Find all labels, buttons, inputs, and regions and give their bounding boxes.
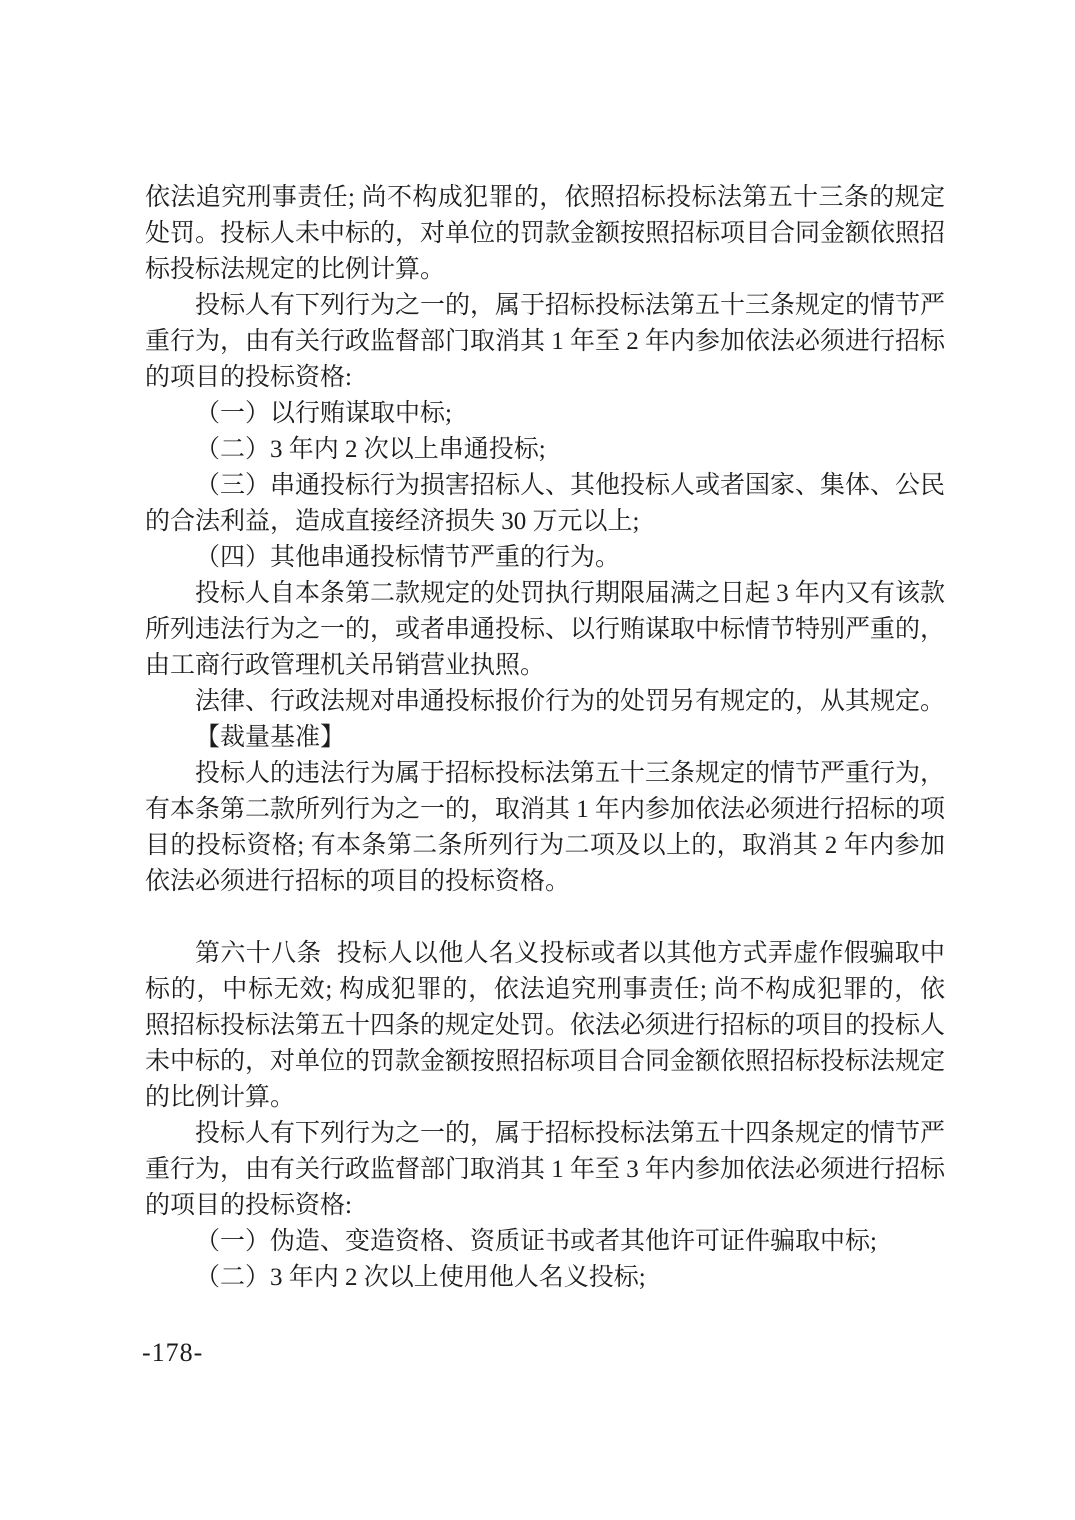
list-item: （一）以行贿谋取中标; [195, 400, 452, 427]
body-paragraph: 投标人有下列行为之一的，属于招标投标法第五十三条规定的情节严重行为，由有关行政监督部门取消其 1 年至 2 年内参加依法必须进行招标的项目的投标资格: [145, 292, 946, 391]
body-paragraph: 投标人的违法行为属于招标投标法第五十三条规定的情节严重行为，有本条第二款所列行为之一的，取消其 1 年内参加依法必须进行招标的项目的投标资格; 有本条第二条所列行为二项及以上的，取消其 2 年内参加依法必须进行招标的项目的投标资格。 [145, 760, 946, 895]
body-paragraph-continuation: 依法追究刑事责任; 尚不构成犯罪的，依照招标投标法第五十三条的规定处罚。投标人未中标的，对单位的罚款金额按照招标项目合同金额依照招标投标法规定的比例计算。 [145, 184, 946, 283]
body-paragraph: 投标人有下列行为之一的，属于招标投标法第五十四条规定的情节严重行为，由有关行政监督部门取消其 1 年至 3 年内参加依法必须进行招标的项目的投标资格: [145, 1120, 946, 1219]
page-number: -178- [142, 1338, 204, 1367]
bracket-heading: 【裁量基准】 [195, 724, 346, 751]
article-paragraph [145, 936, 945, 1116]
list-item: （四）其他串通投标情节严重的行为。 [195, 544, 621, 571]
document-body [145, 180, 945, 1296]
list-item: （二）3 年内 2 次以上串通投标; [195, 436, 546, 463]
body-paragraph: 投标人自本条第二款规定的处罚执行期限届满之日起 3 年内又有该款所列违法行为之一的，或者串通投标、以行贿谋取中标情节特别严重的，由工商行政管理机关吊销营业执照。 [145, 580, 946, 679]
list-item: （三）串通投标行为损害招标人、其他投标人或者国家、集体、公民的合法利益，造成直接经济损失 30 万元以上; [145, 472, 946, 535]
list-item: （一）伪造、变造资格、资质证书或者其他许可证件骗取中标; [195, 1228, 877, 1255]
article-text: 投标人以他人名义投标或者以其他方式弄虚作假骗取中标的，中标无效; 构成犯罪的，依法追究刑事责任; 尚不构成犯罪的，依照招标投标法第五十四条的规定处罚。依法必须进行招标的项目的投标人未中标的，对单位的罚款金额按照招标项目合同金额依照招标投标法规定的比例计算。 [145, 940, 946, 1111]
article-number-label: 第六十八条 [195, 940, 322, 967]
body-paragraph: 法律、行政法规对串通投标报价行为的处罚另有规定的，从其规定。 [195, 688, 946, 715]
list-item: （二）3 年内 2 次以上使用他人名义投标; [195, 1264, 646, 1291]
